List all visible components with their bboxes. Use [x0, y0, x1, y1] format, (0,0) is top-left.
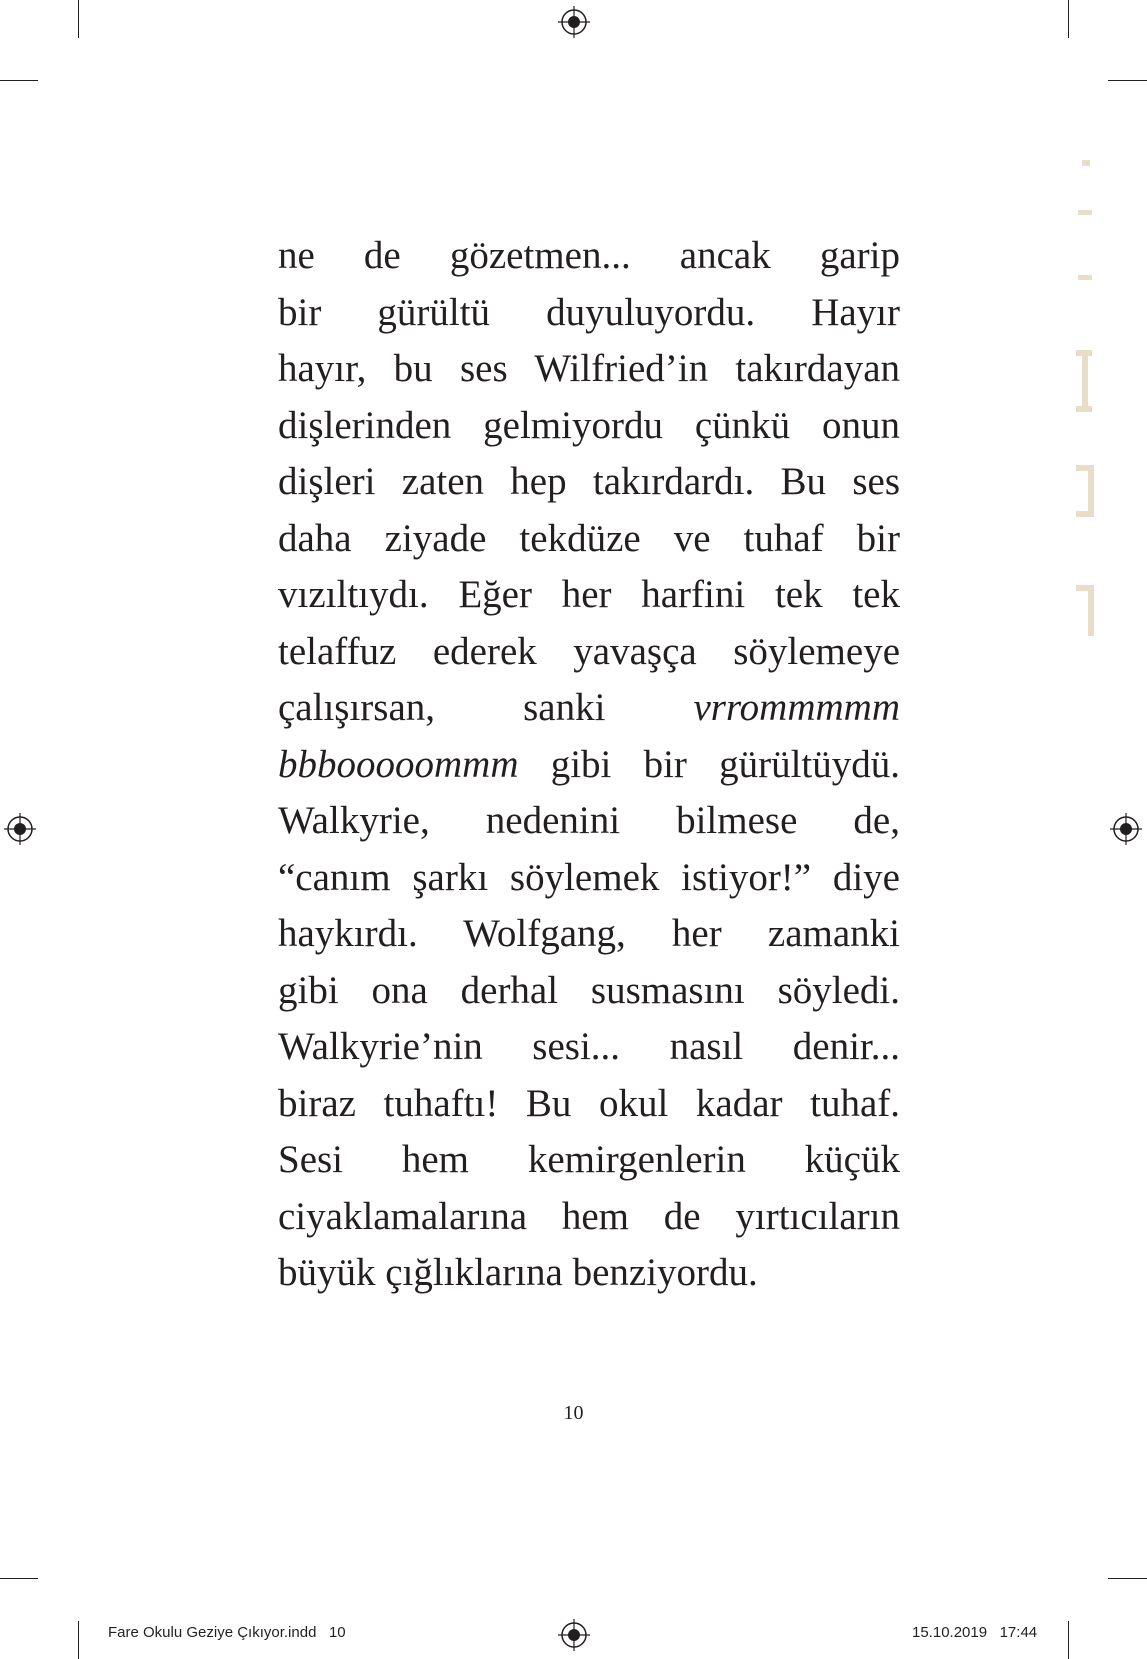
text-line: ciyaklamalarına hem de yırtıcıların [278, 1194, 900, 1238]
italic-text: vrrommmmm [693, 686, 900, 729]
crop-mark [1068, 1621, 1069, 1659]
text-line [278, 680, 900, 737]
text-line: telaffuz ederek yavaşça söylemeye [278, 629, 900, 673]
slug-filename [108, 1624, 346, 1641]
text-line [278, 737, 900, 794]
text-line: Walkyrie, nedenini bilmese de, [278, 799, 900, 842]
slug-time: 17:44 [999, 1624, 1038, 1641]
text-line: dişlerinden gelmiyordu çünkü onun [278, 403, 900, 447]
slug-page: 10 [328, 1624, 346, 1641]
crop-mark [1108, 80, 1147, 81]
text-line: biraz tuhaftı! Bu okul kadar tuhaf. [278, 1081, 900, 1125]
text-span: çalışırsan, sanki [278, 686, 606, 729]
italic-text: bbbooooommm [278, 742, 519, 786]
text-line: gibi ona derhal susmasını söyledi. [278, 968, 900, 1012]
text-line: bir gürültü duyuluyordu. Hayır [278, 290, 900, 334]
registration-mark-icon [558, 6, 590, 38]
text-span: gibi bir gürültüydü. [550, 742, 901, 786]
registration-mark-icon [1110, 813, 1142, 845]
crop-mark [0, 80, 38, 81]
slug-date: 15.10.2019 [912, 1624, 988, 1641]
text-line: ne de gözetmen... ancak garip [278, 234, 900, 277]
text-line: Walkyrie’nin sesi... nasıl denir... [278, 1025, 900, 1068]
text-line: büyük çığlıklarına benziyordu. [278, 1251, 758, 1294]
registration-mark-icon [4, 813, 36, 845]
crop-mark [0, 1578, 38, 1579]
registration-mark-icon [558, 1619, 590, 1651]
text-line: dişleri zaten hep takırdardı. Bu ses [278, 460, 900, 503]
crop-mark [1108, 1578, 1147, 1579]
text-line: haykırdı. Wolfgang, her zamanki [278, 912, 900, 955]
body-text [278, 228, 900, 1302]
crop-mark [78, 1621, 79, 1659]
crop-mark [78, 0, 79, 38]
slug-timestamp [912, 1624, 1037, 1641]
edge-decoration [1060, 160, 1100, 640]
crop-mark [1068, 0, 1069, 38]
slug-file-name: Fare Okulu Geziye Çıkıyor.indd [108, 1624, 317, 1641]
text-line: daha ziyade tekdüze ve tuhaf bir [278, 516, 900, 560]
page-number: 10 [563, 1402, 584, 1424]
text-line: hayır, bu ses Wilfried’in takırdayan [278, 347, 900, 390]
text-line: vızıltıydı. Eğer her harfini tek tek [278, 573, 900, 616]
text-line: “canım şarkı söylemek istiyor!” diye [278, 855, 900, 899]
text-line: Sesi hem kemirgenlerin küçük [278, 1138, 900, 1181]
